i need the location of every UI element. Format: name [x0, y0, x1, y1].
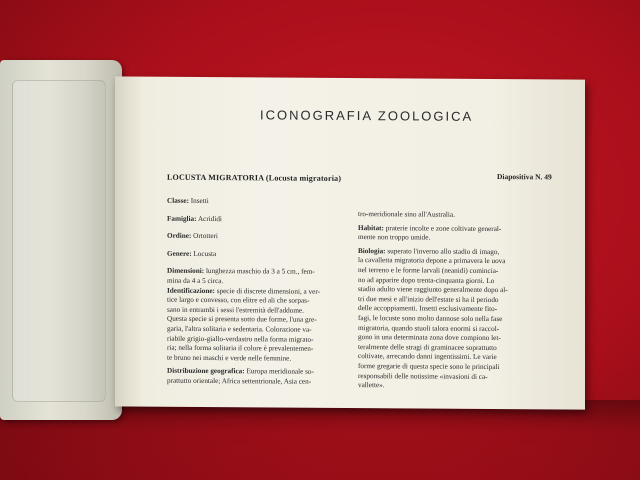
biologia-line: Biologia: superato l'inverno allo stadio di imago, [358, 246, 500, 256]
biologia-label: Biologia: [358, 246, 386, 256]
habitat-line: Habitat: praterie incolte e zone coltivate general- [358, 223, 502, 233]
identificazione-line: ria; nella forma solitaria il colore è prevalentemen- [167, 343, 314, 353]
habitat-line: mente non troppo umide. [358, 233, 431, 242]
biologia-line: migratoria, quando stuoli talora enormi si raccol- [358, 323, 500, 333]
plastic-sleeve [0, 60, 122, 420]
dimensioni-label: Dimensioni: [167, 267, 205, 276]
page-header: ICONOGRAFIA ZOOLOGICA [260, 107, 474, 124]
biologia-line: teralmente delle stragi di graminacee soprattutto [358, 342, 497, 352]
ordine-value: Ortotteri [193, 232, 218, 241]
classe-label: Classe: [167, 196, 189, 205]
distribuzione-line: Distribuzione geografica: Europa meridionale so- [167, 367, 314, 377]
biologia-line: forme gregarie di questa specie sono le principali [358, 361, 500, 371]
ordine-row [167, 232, 342, 243]
species-title: LOCUSTA MIGRATORIA (Locusta migratoria) [167, 172, 342, 183]
biologia-line: fagi, le locuste sono molto dannose solo nella fase [358, 313, 503, 324]
identificazione-line: riabile grigio-giallo-verdastro nella forma migrato- [167, 334, 314, 344]
slide-number: Diapositiva N. 49 [497, 172, 552, 182]
sleeve-pocket [12, 80, 106, 402]
distribuzione-label: Distribuzione geografica: [167, 367, 245, 376]
left-column [167, 197, 342, 388]
identificazione-line: tice largo e convesso, con elitre ed ali che sorpas- [167, 295, 310, 305]
dimensioni-line: Dimensioni: lunghezza maschio da 3 a 5 cm., fem- [167, 267, 315, 277]
biologia-line: stadio adulto viene raggiunto generalmente dopo al- [358, 285, 508, 295]
biologia-line: tri due mesi e all'inizio dell'estate si ha il periodo [358, 294, 499, 304]
distribuzione-continued: tro-meridionale sino all'Australia. [358, 210, 455, 219]
identificazione-label: Identificazione: [167, 286, 215, 295]
identificazione-line: te bruno nei maschi e verde nelle femmine. [167, 353, 292, 363]
biologia-line: gono in una determinata zona dove compiono let- [358, 333, 501, 343]
ordine-label: Ordine: [167, 231, 192, 241]
booklet-page [115, 76, 585, 409]
biologia-line: responsabili delle notissime «invasioni di ca- [358, 371, 488, 381]
biologia-line: coltivate, arrecando danni ingentissimi. Le varie [358, 352, 497, 362]
famiglia-label: Famiglia: [167, 214, 197, 223]
genere-row [167, 250, 342, 261]
biologia-line: vallette». [358, 381, 385, 390]
dimensioni-line: mina da 4 a 5 circa. [167, 276, 224, 286]
identificazione-line: Questa specie si presenta sotto due forme, l'una gre- [167, 315, 317, 325]
genere-label: Genere: [167, 249, 192, 258]
identificazione-line: garia, l'altra solitaria e sedentaria. Colorazione va- [167, 324, 312, 334]
genere-value: Locusta [193, 249, 217, 258]
biologia-line: nel terreno e le forme larvali (neanidi) comincia- [358, 266, 499, 276]
right-column [358, 210, 538, 392]
biologia-line: delle accoppiamenti. Insetti esclusivamente fito- [358, 304, 498, 314]
famiglia-value: Acrididi [197, 214, 222, 223]
biologia-line: la cavalletta migratoria depone a primavera le uova [358, 256, 506, 266]
classe-row [167, 197, 342, 208]
classe-value: Insetti [190, 196, 209, 206]
habitat-label: Habitat: [358, 223, 384, 232]
distribuzione-line: prattutto orientale; Africa settentrionale, Asia cen- [167, 376, 312, 386]
identificazione-line: sano in entrambi i sessi l'estremità dell'addome. [167, 305, 304, 315]
biologia-line: no ad apparire dopo trenta-cinquanta giorni. Lo [358, 275, 495, 285]
identificazione-line: Identificazione: specie di discrete dimensioni, a ver- [167, 286, 320, 296]
famiglia-row [167, 214, 342, 225]
